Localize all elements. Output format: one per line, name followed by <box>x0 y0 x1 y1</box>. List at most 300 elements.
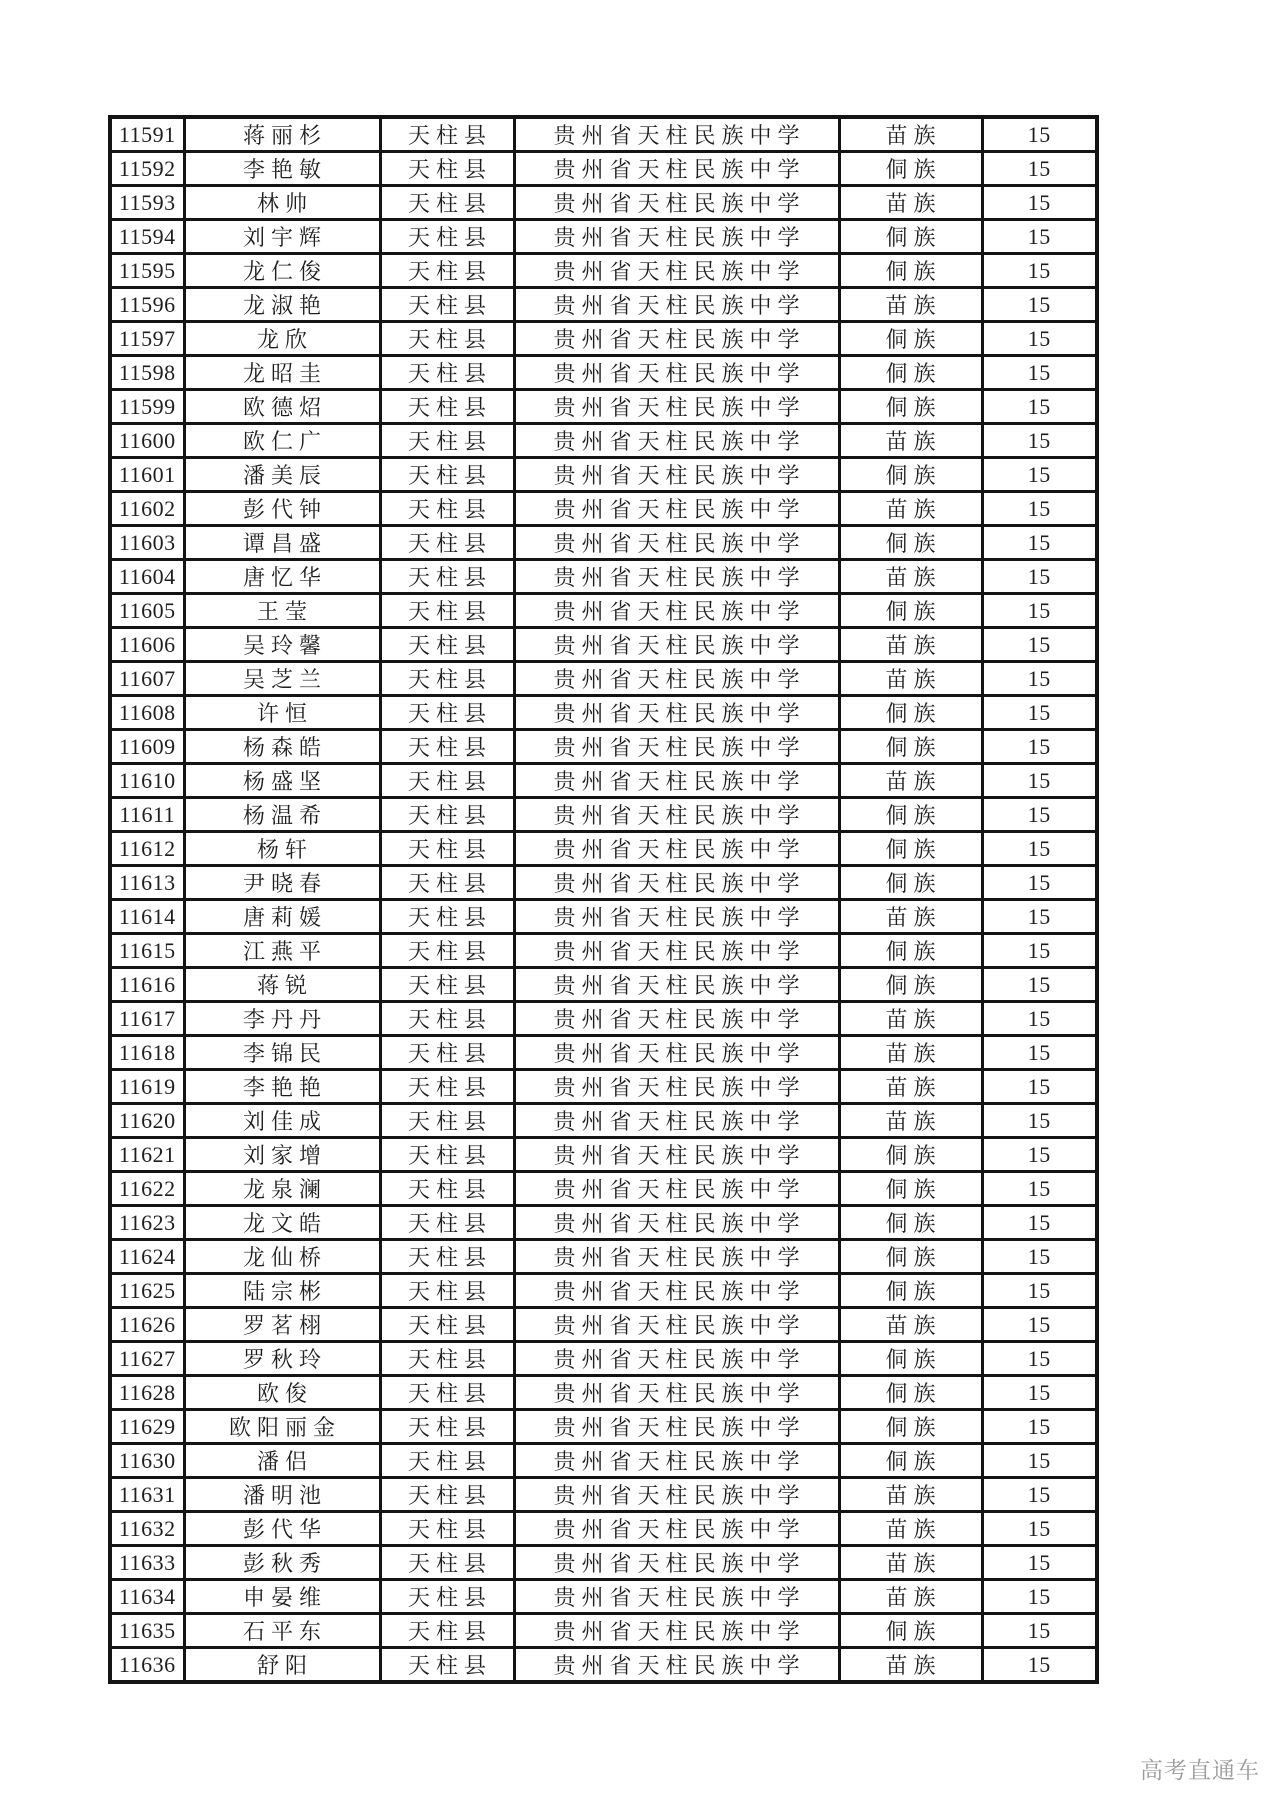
cell-ethnicity: 苗族 <box>839 560 982 594</box>
cell-id: 11636 <box>110 1648 184 1683</box>
table-row <box>110 492 1097 526</box>
cell-quota: 15 <box>982 152 1097 186</box>
cell-name: 舒阳 <box>184 1648 380 1683</box>
table-row <box>110 1444 1097 1478</box>
cell-county: 天柱县 <box>380 560 514 594</box>
cell-county: 天柱县 <box>380 1546 514 1580</box>
cell-ethnicity: 苗族 <box>839 1104 982 1138</box>
cell-quota: 15 <box>982 288 1097 322</box>
cell-id: 11612 <box>110 832 184 866</box>
cell-ethnicity: 侗族 <box>839 594 982 628</box>
cell-school: 贵州省天柱民族中学 <box>514 560 839 594</box>
cell-name: 谭昌盛 <box>184 526 380 560</box>
cell-id: 11595 <box>110 254 184 288</box>
cell-id: 11601 <box>110 458 184 492</box>
cell-quota: 15 <box>982 322 1097 356</box>
table-row <box>110 662 1097 696</box>
cell-quota: 15 <box>982 1036 1097 1070</box>
cell-ethnicity: 苗族 <box>839 1070 982 1104</box>
cell-county: 天柱县 <box>380 1206 514 1240</box>
table-row <box>110 560 1097 594</box>
cell-school: 贵州省天柱民族中学 <box>514 730 839 764</box>
cell-id: 11630 <box>110 1444 184 1478</box>
cell-quota: 15 <box>982 424 1097 458</box>
cell-ethnicity: 苗族 <box>839 492 982 526</box>
cell-ethnicity: 侗族 <box>839 458 982 492</box>
cell-id: 11606 <box>110 628 184 662</box>
table-row <box>110 186 1097 220</box>
cell-county: 天柱县 <box>380 1410 514 1444</box>
cell-id: 11633 <box>110 1546 184 1580</box>
cell-school: 贵州省天柱民族中学 <box>514 1240 839 1274</box>
cell-id: 11625 <box>110 1274 184 1308</box>
cell-name: 潘侣 <box>184 1444 380 1478</box>
cell-id: 11600 <box>110 424 184 458</box>
cell-quota: 15 <box>982 1376 1097 1410</box>
cell-name: 龙昭圭 <box>184 356 380 390</box>
cell-quota: 15 <box>982 492 1097 526</box>
cell-school: 贵州省天柱民族中学 <box>514 1308 839 1342</box>
cell-county: 天柱县 <box>380 356 514 390</box>
table-row <box>110 764 1097 798</box>
cell-quota: 15 <box>982 186 1097 220</box>
cell-name: 彭代钟 <box>184 492 380 526</box>
cell-name: 吴玲馨 <box>184 628 380 662</box>
cell-name: 王莹 <box>184 594 380 628</box>
cell-name: 蒋锐 <box>184 968 380 1002</box>
cell-name: 申晏维 <box>184 1580 380 1614</box>
cell-ethnicity: 苗族 <box>839 1648 982 1683</box>
table-row <box>110 1002 1097 1036</box>
cell-id: 11622 <box>110 1172 184 1206</box>
cell-county: 天柱县 <box>380 832 514 866</box>
cell-ethnicity: 苗族 <box>839 764 982 798</box>
cell-county: 天柱县 <box>380 968 514 1002</box>
cell-school: 贵州省天柱民族中学 <box>514 832 839 866</box>
cell-county: 天柱县 <box>380 696 514 730</box>
cell-ethnicity: 苗族 <box>839 628 982 662</box>
cell-ethnicity: 侗族 <box>839 730 982 764</box>
cell-school: 贵州省天柱民族中学 <box>514 662 839 696</box>
cell-ethnicity: 侗族 <box>839 1138 982 1172</box>
cell-id: 11628 <box>110 1376 184 1410</box>
table-row <box>110 1206 1097 1240</box>
cell-quota: 15 <box>982 1546 1097 1580</box>
cell-county: 天柱县 <box>380 1274 514 1308</box>
table-row <box>110 1580 1097 1614</box>
cell-id: 11610 <box>110 764 184 798</box>
cell-name: 罗秋玲 <box>184 1342 380 1376</box>
cell-school: 贵州省天柱民族中学 <box>514 866 839 900</box>
cell-id: 11617 <box>110 1002 184 1036</box>
cell-name: 罗茗栩 <box>184 1308 380 1342</box>
cell-county: 天柱县 <box>380 1444 514 1478</box>
cell-school: 贵州省天柱民族中学 <box>514 424 839 458</box>
cell-ethnicity: 苗族 <box>839 424 982 458</box>
cell-id: 11631 <box>110 1478 184 1512</box>
cell-id: 11634 <box>110 1580 184 1614</box>
cell-quota: 15 <box>982 560 1097 594</box>
table-row <box>110 152 1097 186</box>
cell-name: 陆宗彬 <box>184 1274 380 1308</box>
cell-ethnicity: 侗族 <box>839 1274 982 1308</box>
cell-ethnicity: 苗族 <box>839 117 982 152</box>
cell-school: 贵州省天柱民族中学 <box>514 220 839 254</box>
cell-ethnicity: 侗族 <box>839 1376 982 1410</box>
cell-id: 11604 <box>110 560 184 594</box>
cell-ethnicity: 苗族 <box>839 1580 982 1614</box>
cell-school: 贵州省天柱民族中学 <box>514 526 839 560</box>
cell-county: 天柱县 <box>380 934 514 968</box>
table-row <box>110 696 1097 730</box>
cell-ethnicity: 侗族 <box>839 798 982 832</box>
cell-quota: 15 <box>982 696 1097 730</box>
cell-name: 李丹丹 <box>184 1002 380 1036</box>
cell-id: 11614 <box>110 900 184 934</box>
table-row <box>110 322 1097 356</box>
cell-ethnicity: 苗族 <box>839 186 982 220</box>
cell-ethnicity: 侗族 <box>839 1342 982 1376</box>
cell-school: 贵州省天柱民族中学 <box>514 1342 839 1376</box>
cell-ethnicity: 侗族 <box>839 152 982 186</box>
cell-county: 天柱县 <box>380 254 514 288</box>
cell-quota: 15 <box>982 356 1097 390</box>
cell-county: 天柱县 <box>380 1308 514 1342</box>
cell-county: 天柱县 <box>380 458 514 492</box>
cell-ethnicity: 侗族 <box>839 1614 982 1648</box>
cell-school: 贵州省天柱民族中学 <box>514 1648 839 1683</box>
cell-county: 天柱县 <box>380 492 514 526</box>
cell-county: 天柱县 <box>380 1580 514 1614</box>
cell-school: 贵州省天柱民族中学 <box>514 322 839 356</box>
cell-county: 天柱县 <box>380 1342 514 1376</box>
cell-county: 天柱县 <box>380 424 514 458</box>
cell-name: 欧德炤 <box>184 390 380 424</box>
cell-name: 潘美辰 <box>184 458 380 492</box>
cell-school: 贵州省天柱民族中学 <box>514 1036 839 1070</box>
cell-school: 贵州省天柱民族中学 <box>514 628 839 662</box>
cell-school: 贵州省天柱民族中学 <box>514 1512 839 1546</box>
cell-id: 11626 <box>110 1308 184 1342</box>
cell-county: 天柱县 <box>380 1614 514 1648</box>
cell-school: 贵州省天柱民族中学 <box>514 1274 839 1308</box>
cell-county: 天柱县 <box>380 1512 514 1546</box>
cell-county: 天柱县 <box>380 117 514 152</box>
cell-name: 潘明池 <box>184 1478 380 1512</box>
cell-name: 彭代华 <box>184 1512 380 1546</box>
cell-ethnicity: 侗族 <box>839 1240 982 1274</box>
cell-quota: 15 <box>982 1138 1097 1172</box>
cell-quota: 15 <box>982 117 1097 152</box>
table-row <box>110 1036 1097 1070</box>
cell-ethnicity: 侗族 <box>839 526 982 560</box>
cell-quota: 15 <box>982 934 1097 968</box>
cell-school: 贵州省天柱民族中学 <box>514 390 839 424</box>
cell-school: 贵州省天柱民族中学 <box>514 1444 839 1478</box>
cell-quota: 15 <box>982 968 1097 1002</box>
table-row <box>110 1172 1097 1206</box>
cell-quota: 15 <box>982 764 1097 798</box>
cell-ethnicity: 侗族 <box>839 934 982 968</box>
cell-quota: 15 <box>982 220 1097 254</box>
cell-name: 蒋丽杉 <box>184 117 380 152</box>
cell-id: 11591 <box>110 117 184 152</box>
cell-name: 李艳艳 <box>184 1070 380 1104</box>
cell-id: 11620 <box>110 1104 184 1138</box>
table-row <box>110 1308 1097 1342</box>
cell-id: 11624 <box>110 1240 184 1274</box>
cell-name: 欧阳丽金 <box>184 1410 380 1444</box>
cell-school: 贵州省天柱民族中学 <box>514 1376 839 1410</box>
cell-school: 贵州省天柱民族中学 <box>514 1002 839 1036</box>
table-row <box>110 1342 1097 1376</box>
cell-quota: 15 <box>982 458 1097 492</box>
cell-school: 贵州省天柱民族中学 <box>514 798 839 832</box>
cell-county: 天柱县 <box>380 866 514 900</box>
cell-name: 龙欣 <box>184 322 380 356</box>
cell-school: 贵州省天柱民族中学 <box>514 1580 839 1614</box>
cell-county: 天柱县 <box>380 220 514 254</box>
cell-id: 11632 <box>110 1512 184 1546</box>
cell-school: 贵州省天柱民族中学 <box>514 1546 839 1580</box>
cell-school: 贵州省天柱民族中学 <box>514 1172 839 1206</box>
cell-id: 11616 <box>110 968 184 1002</box>
cell-quota: 15 <box>982 1240 1097 1274</box>
student-roster-table-body <box>110 117 1097 1682</box>
cell-quota: 15 <box>982 1172 1097 1206</box>
cell-id: 11618 <box>110 1036 184 1070</box>
table-row <box>110 798 1097 832</box>
cell-quota: 15 <box>982 390 1097 424</box>
cell-ethnicity: 侗族 <box>839 1172 982 1206</box>
cell-quota: 15 <box>982 1274 1097 1308</box>
cell-name: 石平东 <box>184 1614 380 1648</box>
cell-ethnicity: 苗族 <box>839 1512 982 1546</box>
cell-school: 贵州省天柱民族中学 <box>514 458 839 492</box>
cell-school: 贵州省天柱民族中学 <box>514 900 839 934</box>
table-row <box>110 220 1097 254</box>
cell-id: 11623 <box>110 1206 184 1240</box>
cell-id: 11621 <box>110 1138 184 1172</box>
cell-id: 11599 <box>110 390 184 424</box>
cell-county: 天柱县 <box>380 1648 514 1683</box>
cell-quota: 15 <box>982 1580 1097 1614</box>
cell-name: 唐忆华 <box>184 560 380 594</box>
cell-quota: 15 <box>982 900 1097 934</box>
cell-quota: 15 <box>982 1070 1097 1104</box>
table-row <box>110 1614 1097 1648</box>
cell-name: 龙泉澜 <box>184 1172 380 1206</box>
cell-school: 贵州省天柱民族中学 <box>514 356 839 390</box>
cell-name: 林帅 <box>184 186 380 220</box>
cell-name: 吴芝兰 <box>184 662 380 696</box>
cell-county: 天柱县 <box>380 662 514 696</box>
cell-quota: 15 <box>982 628 1097 662</box>
cell-id: 11611 <box>110 798 184 832</box>
cell-school: 贵州省天柱民族中学 <box>514 934 839 968</box>
student-roster-table <box>108 115 1099 1684</box>
cell-name: 欧俊 <box>184 1376 380 1410</box>
cell-quota: 15 <box>982 1410 1097 1444</box>
cell-name: 杨盛坚 <box>184 764 380 798</box>
cell-name: 彭秋秀 <box>184 1546 380 1580</box>
cell-county: 天柱县 <box>380 322 514 356</box>
table-row <box>110 866 1097 900</box>
cell-id: 11608 <box>110 696 184 730</box>
cell-name: 尹晓春 <box>184 866 380 900</box>
cell-name: 龙淑艳 <box>184 288 380 322</box>
cell-ethnicity: 侗族 <box>839 390 982 424</box>
cell-school: 贵州省天柱民族中学 <box>514 1104 839 1138</box>
table-row <box>110 1070 1097 1104</box>
cell-school: 贵州省天柱民族中学 <box>514 152 839 186</box>
table-row <box>110 458 1097 492</box>
cell-id: 11613 <box>110 866 184 900</box>
table-row <box>110 117 1097 152</box>
cell-county: 天柱县 <box>380 1376 514 1410</box>
cell-id: 11627 <box>110 1342 184 1376</box>
table-row <box>110 628 1097 662</box>
cell-county: 天柱县 <box>380 1002 514 1036</box>
cell-quota: 15 <box>982 832 1097 866</box>
cell-name: 杨森皓 <box>184 730 380 764</box>
cell-id: 11593 <box>110 186 184 220</box>
table-row <box>110 1104 1097 1138</box>
cell-county: 天柱县 <box>380 900 514 934</box>
table-row <box>110 1512 1097 1546</box>
cell-school: 贵州省天柱民族中学 <box>514 1478 839 1512</box>
cell-ethnicity: 苗族 <box>839 288 982 322</box>
cell-school: 贵州省天柱民族中学 <box>514 1410 839 1444</box>
cell-id: 11615 <box>110 934 184 968</box>
table-row <box>110 968 1097 1002</box>
cell-county: 天柱县 <box>380 1070 514 1104</box>
cell-ethnicity: 侗族 <box>839 1410 982 1444</box>
table-row <box>110 1138 1097 1172</box>
cell-id: 11607 <box>110 662 184 696</box>
cell-quota: 15 <box>982 1002 1097 1036</box>
cell-ethnicity: 侗族 <box>839 832 982 866</box>
cell-school: 贵州省天柱民族中学 <box>514 764 839 798</box>
cell-id: 11629 <box>110 1410 184 1444</box>
cell-id: 11602 <box>110 492 184 526</box>
cell-county: 天柱县 <box>380 594 514 628</box>
table-row <box>110 356 1097 390</box>
cell-ethnicity: 苗族 <box>839 900 982 934</box>
cell-quota: 15 <box>982 1648 1097 1683</box>
cell-id: 11596 <box>110 288 184 322</box>
cell-school: 贵州省天柱民族中学 <box>514 288 839 322</box>
cell-id: 11609 <box>110 730 184 764</box>
cell-school: 贵州省天柱民族中学 <box>514 186 839 220</box>
cell-school: 贵州省天柱民族中学 <box>514 1138 839 1172</box>
cell-county: 天柱县 <box>380 152 514 186</box>
table-row <box>110 730 1097 764</box>
table-row <box>110 832 1097 866</box>
cell-quota: 15 <box>982 730 1097 764</box>
table-row <box>110 934 1097 968</box>
cell-ethnicity: 侗族 <box>839 1444 982 1478</box>
table-row <box>110 390 1097 424</box>
cell-id: 11597 <box>110 322 184 356</box>
table-row <box>110 1376 1097 1410</box>
cell-school: 贵州省天柱民族中学 <box>514 117 839 152</box>
table-row <box>110 1478 1097 1512</box>
cell-ethnicity: 侗族 <box>839 220 982 254</box>
table-row <box>110 526 1097 560</box>
cell-ethnicity: 侗族 <box>839 322 982 356</box>
cell-county: 天柱县 <box>380 764 514 798</box>
cell-id: 11594 <box>110 220 184 254</box>
cell-name: 龙仁俊 <box>184 254 380 288</box>
cell-name: 杨轩 <box>184 832 380 866</box>
table-row <box>110 254 1097 288</box>
cell-name: 江燕平 <box>184 934 380 968</box>
table-row <box>110 1240 1097 1274</box>
cell-name: 杨温希 <box>184 798 380 832</box>
table-row <box>110 1546 1097 1580</box>
table-row <box>110 1274 1097 1308</box>
cell-county: 天柱县 <box>380 1138 514 1172</box>
cell-county: 天柱县 <box>380 1036 514 1070</box>
cell-school: 贵州省天柱民族中学 <box>514 594 839 628</box>
cell-name: 龙仙桥 <box>184 1240 380 1274</box>
cell-id: 11635 <box>110 1614 184 1648</box>
table-row <box>110 594 1097 628</box>
cell-name: 刘佳成 <box>184 1104 380 1138</box>
cell-school: 贵州省天柱民族中学 <box>514 696 839 730</box>
cell-quota: 15 <box>982 1104 1097 1138</box>
cell-school: 贵州省天柱民族中学 <box>514 968 839 1002</box>
cell-quota: 15 <box>982 1308 1097 1342</box>
cell-quota: 15 <box>982 1478 1097 1512</box>
cell-id: 11603 <box>110 526 184 560</box>
cell-county: 天柱县 <box>380 798 514 832</box>
cell-ethnicity: 苗族 <box>839 662 982 696</box>
cell-school: 贵州省天柱民族中学 <box>514 254 839 288</box>
cell-ethnicity: 侗族 <box>839 866 982 900</box>
table-row <box>110 900 1097 934</box>
cell-ethnicity: 苗族 <box>839 1308 982 1342</box>
cell-id: 11619 <box>110 1070 184 1104</box>
cell-county: 天柱县 <box>380 1478 514 1512</box>
cell-county: 天柱县 <box>380 730 514 764</box>
table-row <box>110 1410 1097 1444</box>
cell-name: 欧仁广 <box>184 424 380 458</box>
table-row <box>110 424 1097 458</box>
cell-county: 天柱县 <box>380 1172 514 1206</box>
cell-id: 11592 <box>110 152 184 186</box>
table-row <box>110 288 1097 322</box>
cell-quota: 15 <box>982 1614 1097 1648</box>
cell-school: 贵州省天柱民族中学 <box>514 1614 839 1648</box>
cell-name: 唐莉媛 <box>184 900 380 934</box>
cell-name: 龙文皓 <box>184 1206 380 1240</box>
cell-quota: 15 <box>982 594 1097 628</box>
cell-school: 贵州省天柱民族中学 <box>514 1070 839 1104</box>
cell-quota: 15 <box>982 1206 1097 1240</box>
cell-quota: 15 <box>982 1342 1097 1376</box>
cell-county: 天柱县 <box>380 1104 514 1138</box>
cell-quota: 15 <box>982 798 1097 832</box>
cell-county: 天柱县 <box>380 390 514 424</box>
cell-county: 天柱县 <box>380 1240 514 1274</box>
cell-quota: 15 <box>982 662 1097 696</box>
cell-school: 贵州省天柱民族中学 <box>514 492 839 526</box>
cell-name: 许恒 <box>184 696 380 730</box>
cell-quota: 15 <box>982 1444 1097 1478</box>
cell-quota: 15 <box>982 1512 1097 1546</box>
